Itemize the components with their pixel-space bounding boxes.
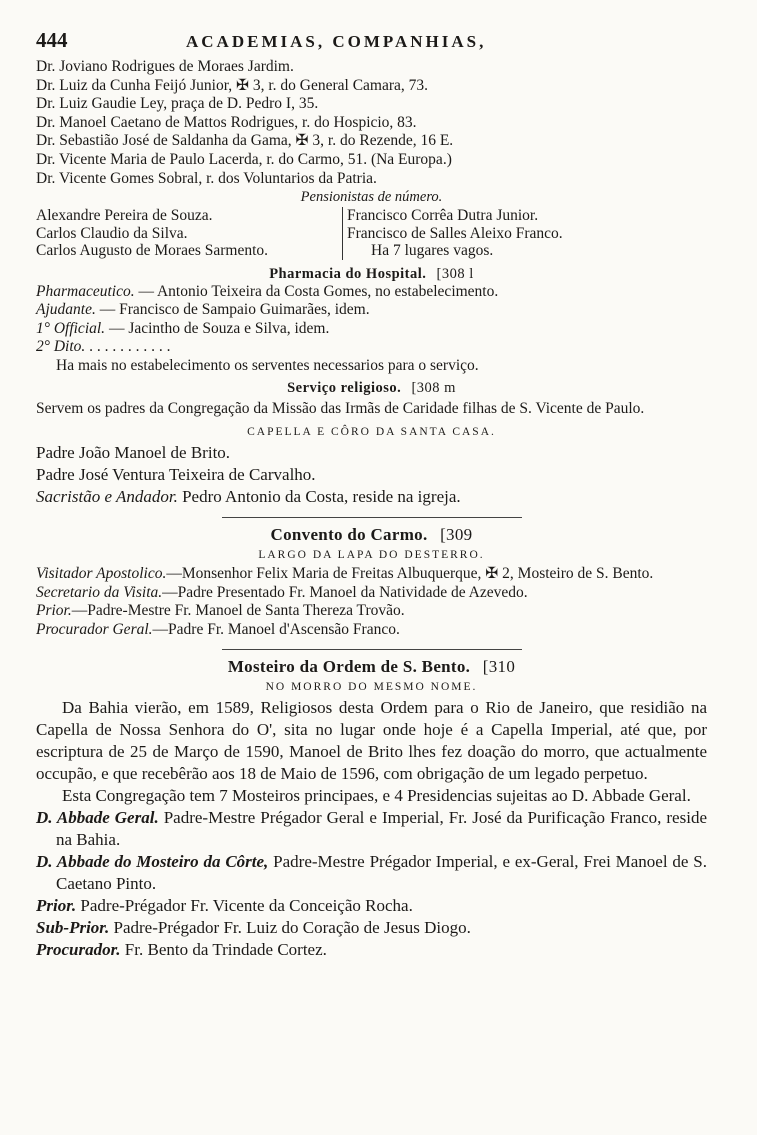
convento-role: Procurador Geral.: [36, 621, 153, 638]
pensionista-entry: Francisco de Salles Aleixo Franco.: [347, 224, 563, 242]
doctor-entry: Dr. Joviano Rodrigues de Moraes Jardim.: [36, 58, 294, 75]
pensionista-entry: Alexandre Pereira de Souza.: [36, 207, 213, 225]
mosteiro-row: [36, 851, 707, 895]
convento-role: Prior.: [36, 602, 72, 620]
convento-ref: [309: [440, 525, 473, 545]
capella-row: [36, 486, 707, 508]
pensionistas-left-column: [36, 207, 342, 260]
mosteiro-text: Padre-Prégador Fr. Vicente da Conceição Rocha.: [76, 895, 413, 915]
mosteiro-staff: [36, 807, 707, 961]
servico-text: Servem os padres da Congregação da Missão das Irmãs de Caridade filhas de S. Vicente de Paulo.: [36, 399, 645, 417]
capella-text: Pedro Antonio da Costa, reside na igreja.: [177, 487, 461, 507]
pharmacia-ref: [308 l: [436, 265, 474, 282]
capella-text: Padre José Ventura Teixeira de Carvalho.: [36, 465, 316, 485]
pharmacia-staff: [36, 283, 707, 376]
mosteiro-role: D. Abbade do Mosteiro da Côrte,: [36, 851, 269, 871]
staff-row: [36, 338, 707, 357]
servico-ref: [308 m: [411, 379, 456, 396]
convento-location: LARGO DA LAPA DO DESTERRO.: [258, 549, 485, 562]
pharmacia-heading: [36, 266, 707, 283]
convento-row: [36, 565, 707, 584]
convento-role: Secretario da Visita.: [36, 583, 163, 601]
servico-title: Serviço religioso.: [287, 379, 402, 396]
doctor-entry: Dr. Sebastião José de Saldanha da Gama, ✠ 3, r. do Rezende, 16 E.: [36, 132, 454, 150]
convento-text: —Padre Presentado Fr. Manoel da Natividade de Azevedo.: [162, 583, 528, 601]
mosteiro-role: Prior.: [36, 895, 77, 915]
mosteiro-text: Padre-Prégador Fr. Luiz do Coração de Jesus Diogo.: [109, 917, 471, 937]
vacancy-note: Ha 7 lugares vagos.: [371, 242, 494, 260]
pensionistas-right-column: [342, 207, 707, 260]
convento-row: [36, 602, 707, 621]
section-divider: [222, 649, 522, 650]
convento-heading: [36, 525, 707, 545]
doctor-entry: Dr. Vicente Maria de Paulo Lacerda, r. do Carmo, 51. (Na Europa.): [36, 150, 452, 168]
mosteiro-role: D. Abbade Geral.: [36, 807, 159, 827]
staff-role: Ajudante.: [36, 301, 96, 319]
running-header: [36, 28, 707, 58]
staff-text: — Francisco de Sampaio Guimarães, idem.: [99, 301, 370, 319]
doctor-entry: Dr. Luiz Gaudie Ley, praça de D. Pedro I, 35.: [36, 95, 319, 113]
doctor-entry: Dr. Vicente Gomes Sobral, r. dos Voluntarios da Patria.: [36, 169, 377, 187]
convento-role: Visitador Apostolico.: [36, 565, 167, 583]
pensionista-entry: Carlos Claudio da Silva.: [36, 224, 188, 242]
mosteiro-row: [36, 917, 707, 939]
capella-title: CAPELLA E CÔRO DA SANTA CASA.: [247, 426, 496, 439]
staff-row: [36, 283, 707, 302]
mosteiro-congregation-paragraph: Esta Congregação tem 7 Mosteiros principaes, e 4 Presidencias sujeitas ao D. Abbade Geral.: [62, 785, 691, 805]
capella-row: [36, 464, 707, 486]
convento-title: Convento do Carmo.: [270, 525, 428, 545]
pensionista-entry: Carlos Augusto de Moraes Sarmento.: [36, 242, 269, 260]
capella-staff: [36, 442, 707, 508]
mosteiro-ref: [310: [482, 656, 516, 676]
pharmacia-note: Ha mais no estabelecimento os serventes necessarios para o serviço.: [56, 357, 479, 375]
staff-role: Pharmaceutico.: [36, 282, 135, 300]
staff-text: . . . . . . . . . . .: [89, 338, 171, 356]
running-title: ACADEMIAS, COMPANHIAS,: [186, 32, 487, 51]
staff-role: 2° Dito.: [36, 338, 86, 356]
capella-row: [36, 442, 707, 464]
servico-heading: [36, 380, 707, 397]
pharmacia-title: Pharmacia do Hospital.: [269, 265, 427, 282]
staff-text: — Antonio Teixeira da Costa Gomes, no estabelecimento.: [138, 282, 499, 300]
mosteiro-title: Mosteiro da Ordem de S. Bento.: [227, 656, 471, 676]
convento-text: —Padre-Mestre Fr. Manoel de Santa Thereza Trovão.: [71, 602, 405, 620]
mosteiro-role: Procurador.: [36, 939, 121, 959]
mosteiro-text: Fr. Bento da Trindade Cortez.: [120, 939, 327, 959]
mosteiro-history-paragraph: Da Bahia vierão, em 1589, Religiosos desta Ordem para o Rio de Janeiro, que residião na Capella de Nossa Senhora do O', sita no lugar onde hoje é a Capella Imperial, até que, por escriptura de 25 de Março de 1590, Manoel de Brito lhes fez doação do morro, que actualmente occupão, e que recebêrão aos 18 de Maio de 1596, com obrigação de um legado perpetuo.: [36, 697, 707, 783]
staff-text: — Jacintho de Souza e Silva, idem.: [108, 319, 330, 337]
staff-row: [36, 301, 707, 320]
mosteiro-row: [36, 807, 707, 851]
doctor-list: [36, 58, 707, 188]
mosteiro-heading: [36, 657, 707, 677]
doctor-entry: Dr. Luiz da Cunha Feijó Junior, ✠ 3, r. do General Camara, 73.: [36, 76, 429, 94]
convento-text: —Padre Fr. Manoel d'Ascensão Franco.: [152, 621, 400, 638]
capella-role: Sacristão e Andador.: [36, 487, 178, 507]
mosteiro-role: Sub-Prior.: [36, 917, 110, 937]
pensionistas-title: Pensionistas de número.: [300, 189, 443, 206]
mosteiro-row: [36, 939, 707, 961]
convento-row: [36, 584, 707, 603]
convento-text: —Monsenhor Felix Maria de Freitas Albuquerque, ✠ 2, Mosteiro de S. Bento.: [166, 565, 654, 583]
pensionistas-columns: [36, 207, 707, 260]
staff-role: 1° Official.: [36, 319, 106, 337]
convento-row: [36, 621, 707, 640]
mosteiro-location: NO MORRO DO MESMO NOME.: [265, 680, 478, 693]
staff-row: [36, 320, 707, 339]
mosteiro-text: Padre-Mestre Prégador Geral e Imperial, Fr. José da Purificação Franco, reside na Bahia.: [56, 807, 707, 849]
doctor-entry: Dr. Manoel Caetano de Mattos Rodrigues, r. do Hospicio, 83.: [36, 113, 417, 131]
capella-text: Padre João Manoel de Brito.: [36, 443, 231, 463]
section-divider: [222, 517, 522, 518]
pensionista-entry: Francisco Corrêa Dutra Junior.: [347, 207, 539, 225]
mosteiro-row: [36, 895, 707, 917]
convento-staff: [36, 565, 707, 639]
page-number: 444: [36, 28, 68, 52]
mosteiro-text: Padre-Mestre Prégador Imperial, e ex-Geral, Frei Manoel de S. Caetano Pinto.: [56, 851, 707, 893]
